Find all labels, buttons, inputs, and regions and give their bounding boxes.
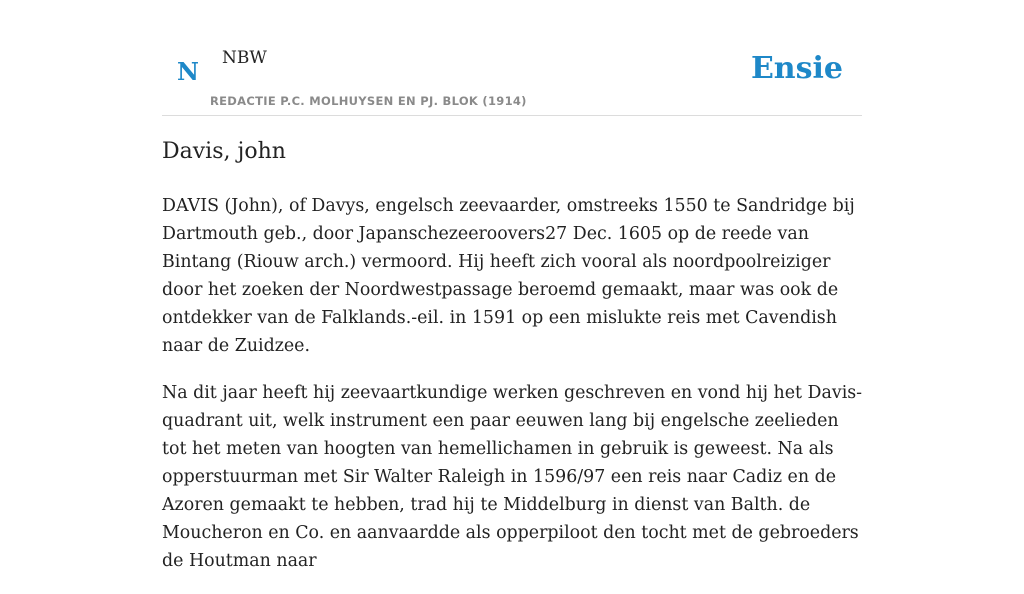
book-title[interactable]: NBW [222, 48, 267, 68]
book-editors-subtitle: REDACTIE P.C. MOLHUYSEN EN PJ. BLOK (1914) [210, 94, 527, 108]
article-paragraph: DAVIS (John), of Davys, engelsch zeevaarder, omstreeks 1550 te Sandridge bij Dartmouth geb., door Japanschezeeroovers27 Dec. 1605 op de reede van Bintang (Riouw arch.) vermoord. Hij heeft zich vooral als noordpoolreiziger door het zoeken der Noordwestpassage beroemd gemaakt, maar was ook de ontdekker van de Falklands.-eil. in 1591 op een mislukte reis met Cavendish naar de Zuidzee. [162, 196, 855, 356]
article-paragraph: Na dit jaar heeft hij zeevaartkundige werken geschreven en vond hij het Davis-quadrant uit, welk instrument een paar eeuwen lang bij engelsche zeelieden tot het meten van hoogten van hemellichamen in gebruik is geweest. Na als opperstuurman met Sir Walter Raleigh in 1596/97 een reis naar Cadiz en de Azoren gemaakt te hebben, trad hij te Middelburg in dienst van Balth. de Moucheron en Co. en aanvaardde als opperpiloot den tocht met de gebroeders de Houtman naar [162, 383, 863, 571]
book-logo-icon[interactable]: N [177, 57, 199, 86]
ensie-logo-link[interactable]: Ensie [750, 51, 843, 86]
article-body [162, 192, 866, 594]
article-title: Davis, john [162, 139, 286, 164]
page-header [162, 40, 862, 116]
